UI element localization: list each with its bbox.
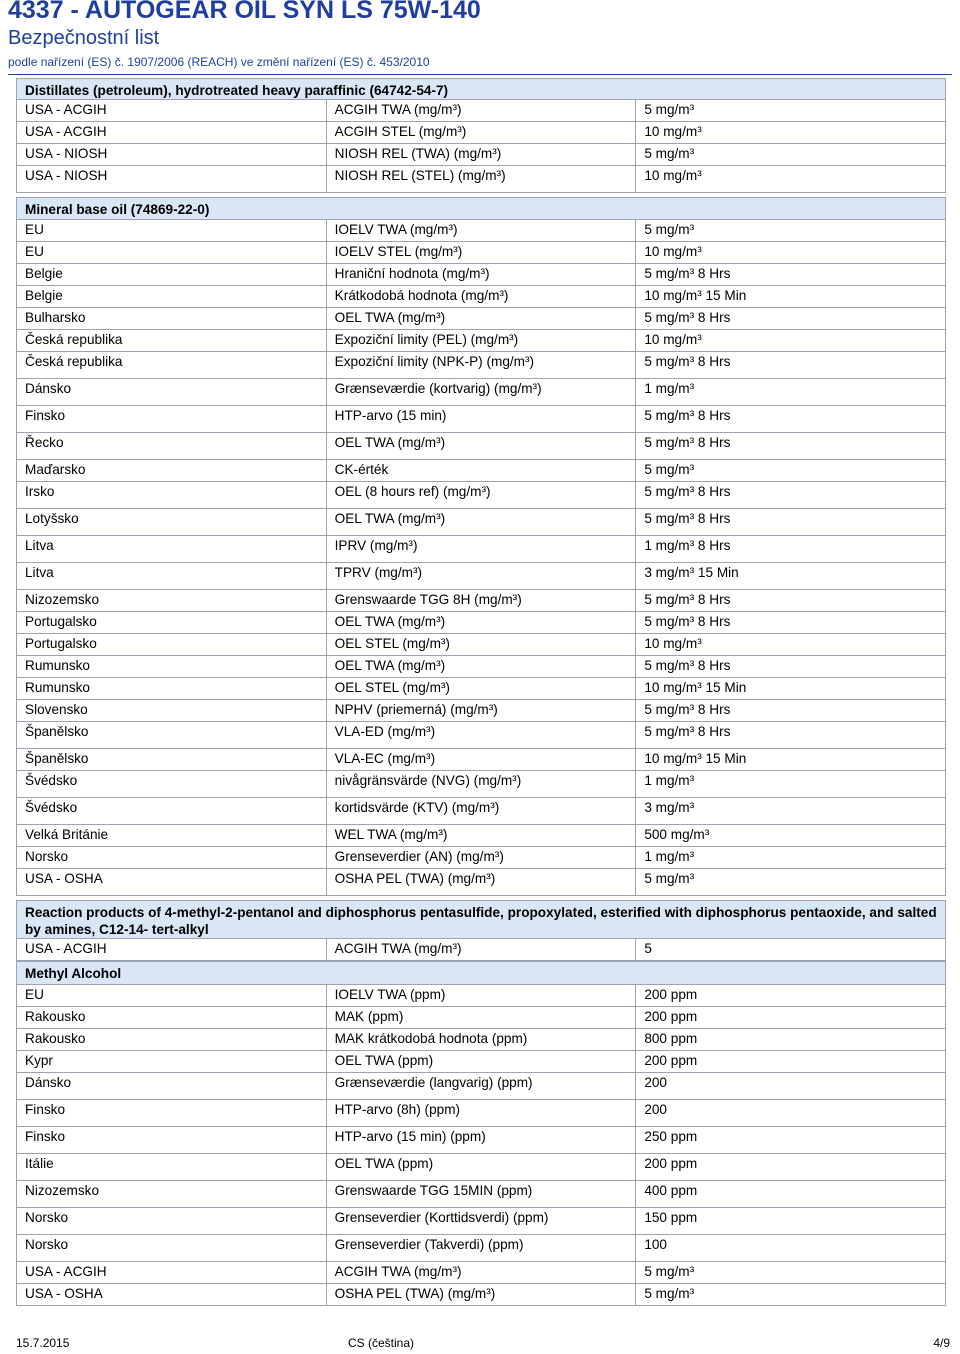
limit-name-cell: ACGIH STEL (mg/m³)	[326, 122, 636, 144]
section-title: Mineral base oil (74869-22-0)	[17, 198, 946, 220]
limit-value-cell: 150 ppm	[636, 1208, 946, 1235]
limit-name-cell: HTP-arvo (15 min)	[326, 406, 636, 433]
table-row	[17, 242, 946, 264]
limit-value-cell: 200 ppm	[636, 1154, 946, 1181]
country-cell: Finsko	[17, 1100, 327, 1127]
country-cell: Norsko	[17, 1235, 327, 1262]
table-row	[17, 722, 946, 749]
country-cell: Litva	[17, 563, 327, 590]
table-row	[17, 1235, 946, 1262]
country-cell: Dánsko	[17, 1073, 327, 1100]
table-row	[17, 1262, 946, 1284]
table-row	[17, 406, 946, 433]
country-cell: Belgie	[17, 264, 327, 286]
table-row	[17, 433, 946, 460]
limit-value-cell: 5 mg/m³ 8 Hrs	[636, 509, 946, 536]
limit-value-cell: 200 ppm	[636, 1051, 946, 1073]
table-row	[17, 1029, 946, 1051]
document-title: 4337 - AUTOGEAR OIL SYN LS 75W-140	[8, 0, 481, 24]
limit-name-cell: OSHA PEL (TWA) (mg/m³)	[326, 1284, 636, 1306]
country-cell: Kypr	[17, 1051, 327, 1073]
limit-name-cell: Krátkodobá hodnota (mg/m³)	[326, 286, 636, 308]
table-row	[17, 825, 946, 847]
country-cell: Norsko	[17, 1208, 327, 1235]
limit-value-cell: 10 mg/m³	[636, 330, 946, 352]
country-cell: Rumunsko	[17, 656, 327, 678]
limit-value-cell: 5 mg/m³ 8 Hrs	[636, 433, 946, 460]
limit-name-cell: IPRV (mg/m³)	[326, 536, 636, 563]
table-row	[17, 1181, 946, 1208]
limit-name-cell: NIOSH REL (TWA) (mg/m³)	[326, 144, 636, 166]
limit-value-cell: 10 mg/m³ 15 Min	[636, 678, 946, 700]
country-cell: Belgie	[17, 286, 327, 308]
document-subtitle: Bezpečnostní list	[8, 27, 160, 49]
limit-name-cell: ACGIH TWA (mg/m³)	[326, 1262, 636, 1284]
table-row	[17, 460, 946, 482]
limit-value-cell: 5 mg/m³ 8 Hrs	[636, 406, 946, 433]
limit-value-cell: 10 mg/m³	[636, 166, 946, 193]
limit-name-cell: OEL TWA (ppm)	[326, 1154, 636, 1181]
footer-date: 15.7.2015	[16, 1336, 70, 1350]
limit-value-cell: 100	[636, 1235, 946, 1262]
country-cell: Švédsko	[17, 771, 327, 798]
country-cell: USA - ACGIH	[17, 100, 327, 122]
limit-value-cell: 10 mg/m³	[636, 122, 946, 144]
table-row	[17, 308, 946, 330]
country-cell: Irsko	[17, 482, 327, 509]
country-cell: Rakousko	[17, 1029, 327, 1051]
limit-name-cell: kortidsvärde (KTV) (mg/m³)	[326, 798, 636, 825]
limit-value-cell: 500 mg/m³	[636, 825, 946, 847]
limit-value-cell: 5 mg/m³	[636, 220, 946, 242]
table-row	[17, 563, 946, 590]
country-cell: Litva	[17, 536, 327, 563]
country-cell: Velká Británie	[17, 825, 327, 847]
table-row	[17, 749, 946, 771]
limit-name-cell: Hraniční hodnota (mg/m³)	[326, 264, 636, 286]
limit-name-cell: WEL TWA (mg/m³)	[326, 825, 636, 847]
limit-name-cell: HTP-arvo (15 min) (ppm)	[326, 1127, 636, 1154]
limit-name-cell: VLA-ED (mg/m³)	[326, 722, 636, 749]
country-cell: Itálie	[17, 1154, 327, 1181]
limit-value-cell: 1 mg/m³	[636, 771, 946, 798]
section-title: Reaction products of 4-methyl-2-pentanol and diphosphorus pentasulfide, propoxylated, esterified with diphosphorus pentaoxide, and salted by amines, C12-14- tert-alkyl	[17, 901, 946, 939]
section-header-row	[17, 198, 946, 220]
limit-name-cell: MAK krátkodobá hodnota (ppm)	[326, 1029, 636, 1051]
table-row	[17, 1284, 946, 1306]
country-cell: Řecko	[17, 433, 327, 460]
limit-value-cell: 5 mg/m³	[636, 144, 946, 166]
limit-name-cell: OEL STEL (mg/m³)	[326, 634, 636, 656]
limit-name-cell: NPHV (priemerná) (mg/m³)	[326, 700, 636, 722]
table-row	[17, 352, 946, 379]
limit-name-cell: CK-érték	[326, 460, 636, 482]
country-cell: Švédsko	[17, 798, 327, 825]
country-cell: Rumunsko	[17, 678, 327, 700]
country-cell: EU	[17, 985, 327, 1007]
country-cell: USA - ACGIH	[17, 122, 327, 144]
limit-value-cell: 5	[636, 939, 946, 961]
limit-name-cell: Grænseværdie (langvarig) (ppm)	[326, 1073, 636, 1100]
limit-value-cell: 200 ppm	[636, 1007, 946, 1029]
country-cell: Bulharsko	[17, 308, 327, 330]
exposure-table-0	[16, 78, 946, 193]
table-row	[17, 1127, 946, 1154]
limit-name-cell: OSHA PEL (TWA) (mg/m³)	[326, 869, 636, 896]
table-row	[17, 536, 946, 563]
table-row	[17, 122, 946, 144]
limit-value-cell: 5 mg/m³	[636, 460, 946, 482]
country-cell: Maďarsko	[17, 460, 327, 482]
limit-name-cell: OEL (8 hours ref) (mg/m³)	[326, 482, 636, 509]
limit-name-cell: Grenseverdier (Korttidsverdi) (ppm)	[326, 1208, 636, 1235]
regulation-line: podle nařízení (ES) č. 1907/2006 (REACH) ve změní nařízení (ES) č. 453/2010	[8, 55, 430, 69]
limit-name-cell: TPRV (mg/m³)	[326, 563, 636, 590]
table-row	[17, 286, 946, 308]
section-title: Methyl Alcohol	[17, 962, 946, 985]
document-header	[8, 0, 952, 69]
table-row	[17, 798, 946, 825]
limit-value-cell: 200	[636, 1100, 946, 1127]
limit-name-cell: Expoziční limity (NPK-P) (mg/m³)	[326, 352, 636, 379]
limit-value-cell: 5 mg/m³ 8 Hrs	[636, 700, 946, 722]
limit-name-cell: Grenseverdier (Takverdi) (ppm)	[326, 1235, 636, 1262]
limit-value-cell: 200 ppm	[636, 985, 946, 1007]
table-row	[17, 1073, 946, 1100]
country-cell: Španělsko	[17, 749, 327, 771]
limit-value-cell: 3 mg/m³	[636, 798, 946, 825]
table-row	[17, 144, 946, 166]
limit-value-cell: 5 mg/m³ 8 Hrs	[636, 612, 946, 634]
limit-value-cell: 200	[636, 1073, 946, 1100]
country-cell: USA - OSHA	[17, 1284, 327, 1306]
limit-name-cell: Grænseværdie (kortvarig) (mg/m³)	[326, 379, 636, 406]
table-row	[17, 330, 946, 352]
country-cell: Norsko	[17, 847, 327, 869]
country-cell: EU	[17, 220, 327, 242]
table-row	[17, 656, 946, 678]
table-row	[17, 939, 946, 961]
table-row	[17, 100, 946, 122]
limit-value-cell: 1 mg/m³ 8 Hrs	[636, 536, 946, 563]
limit-name-cell: OEL TWA (mg/m³)	[326, 509, 636, 536]
table-row	[17, 509, 946, 536]
limit-value-cell: 3 mg/m³ 15 Min	[636, 563, 946, 590]
limit-name-cell: ACGIH TWA (mg/m³)	[326, 100, 636, 122]
country-cell: USA - NIOSH	[17, 166, 327, 193]
limit-name-cell: IOELV TWA (mg/m³)	[326, 220, 636, 242]
limit-name-cell: Grenseverdier (AN) (mg/m³)	[326, 847, 636, 869]
table-row	[17, 166, 946, 193]
country-cell: Portugalsko	[17, 612, 327, 634]
limit-name-cell: ACGIH TWA (mg/m³)	[326, 939, 636, 961]
limit-value-cell: 5 mg/m³	[636, 1284, 946, 1306]
table-row	[17, 1051, 946, 1073]
limit-value-cell: 250 ppm	[636, 1127, 946, 1154]
limit-name-cell: OEL TWA (ppm)	[326, 1051, 636, 1073]
country-cell: Finsko	[17, 406, 327, 433]
country-cell: Nizozemsko	[17, 1181, 327, 1208]
country-cell: Dánsko	[17, 379, 327, 406]
limit-value-cell: 5 mg/m³ 8 Hrs	[636, 722, 946, 749]
country-cell: Nizozemsko	[17, 590, 327, 612]
table-row	[17, 869, 946, 896]
limit-value-cell: 5 mg/m³ 8 Hrs	[636, 590, 946, 612]
limit-name-cell: OEL STEL (mg/m³)	[326, 678, 636, 700]
limit-name-cell: OEL TWA (mg/m³)	[326, 612, 636, 634]
limit-value-cell: 800 ppm	[636, 1029, 946, 1051]
table-row	[17, 1208, 946, 1235]
country-cell: Česká republika	[17, 330, 327, 352]
limit-name-cell: Expoziční limity (PEL) (mg/m³)	[326, 330, 636, 352]
limit-value-cell: 5 mg/m³	[636, 1262, 946, 1284]
limit-value-cell: 5 mg/m³ 8 Hrs	[636, 308, 946, 330]
limit-value-cell: 10 mg/m³	[636, 242, 946, 264]
country-cell: EU	[17, 242, 327, 264]
table-row	[17, 1007, 946, 1029]
exposure-table-1	[16, 197, 946, 896]
footer-language: CS (čeština)	[348, 1336, 415, 1350]
country-cell: Rakousko	[17, 1007, 327, 1029]
country-cell: Lotyšsko	[17, 509, 327, 536]
country-cell: Česká republika	[17, 352, 327, 379]
table-row	[17, 678, 946, 700]
limit-name-cell: OEL TWA (mg/m³)	[326, 308, 636, 330]
country-cell: Slovensko	[17, 700, 327, 722]
table-row	[17, 771, 946, 798]
header-divider	[8, 74, 952, 75]
limit-value-cell: 10 mg/m³ 15 Min	[636, 749, 946, 771]
exposure-table-2	[16, 900, 946, 961]
limit-name-cell: HTP-arvo (8h) (ppm)	[326, 1100, 636, 1127]
limit-name-cell: OEL TWA (mg/m³)	[326, 656, 636, 678]
footer-page-number: 4/9	[933, 1336, 950, 1350]
limit-name-cell: OEL TWA (mg/m³)	[326, 433, 636, 460]
limit-value-cell: 1 mg/m³	[636, 379, 946, 406]
limit-value-cell: 400 ppm	[636, 1181, 946, 1208]
exposure-limits-tables	[16, 78, 946, 1306]
section-header-row	[17, 901, 946, 939]
section-header-row	[17, 962, 946, 985]
limit-name-cell: MAK (ppm)	[326, 1007, 636, 1029]
table-row	[17, 985, 946, 1007]
country-cell: USA - ACGIH	[17, 1262, 327, 1284]
limit-value-cell: 5 mg/m³	[636, 869, 946, 896]
limit-name-cell: NIOSH REL (STEL) (mg/m³)	[326, 166, 636, 193]
limit-value-cell: 5 mg/m³ 8 Hrs	[636, 352, 946, 379]
limit-name-cell: IOELV STEL (mg/m³)	[326, 242, 636, 264]
table-row	[17, 220, 946, 242]
limit-name-cell: VLA-EC (mg/m³)	[326, 749, 636, 771]
limit-value-cell: 5 mg/m³ 8 Hrs	[636, 482, 946, 509]
limit-name-cell: Grenswaarde TGG 15MIN (ppm)	[326, 1181, 636, 1208]
limit-value-cell: 1 mg/m³	[636, 847, 946, 869]
limit-value-cell: 5 mg/m³ 8 Hrs	[636, 656, 946, 678]
table-row	[17, 264, 946, 286]
limit-value-cell: 10 mg/m³ 15 Min	[636, 286, 946, 308]
country-cell: Finsko	[17, 1127, 327, 1154]
country-cell: USA - OSHA	[17, 869, 327, 896]
table-row	[17, 612, 946, 634]
country-cell: Španělsko	[17, 722, 327, 749]
table-row	[17, 700, 946, 722]
section-title: Distillates (petroleum), hydrotreated heavy paraffinic (64742-54-7)	[17, 79, 946, 100]
limit-name-cell: Grenswaarde TGG 8H (mg/m³)	[326, 590, 636, 612]
country-cell: Portugalsko	[17, 634, 327, 656]
exposure-table-3	[16, 961, 946, 1306]
limit-value-cell: 5 mg/m³ 8 Hrs	[636, 264, 946, 286]
country-cell: USA - ACGIH	[17, 939, 327, 961]
section-header-row	[17, 79, 946, 100]
limit-name-cell: nivågränsvärde (NVG) (mg/m³)	[326, 771, 636, 798]
table-row	[17, 482, 946, 509]
limit-value-cell: 5 mg/m³	[636, 100, 946, 122]
limit-value-cell: 10 mg/m³	[636, 634, 946, 656]
table-row	[17, 634, 946, 656]
table-row	[17, 590, 946, 612]
table-row	[17, 847, 946, 869]
table-row	[17, 1100, 946, 1127]
country-cell: USA - NIOSH	[17, 144, 327, 166]
table-row	[17, 379, 946, 406]
limit-name-cell: IOELV TWA (ppm)	[326, 985, 636, 1007]
table-row	[17, 1154, 946, 1181]
